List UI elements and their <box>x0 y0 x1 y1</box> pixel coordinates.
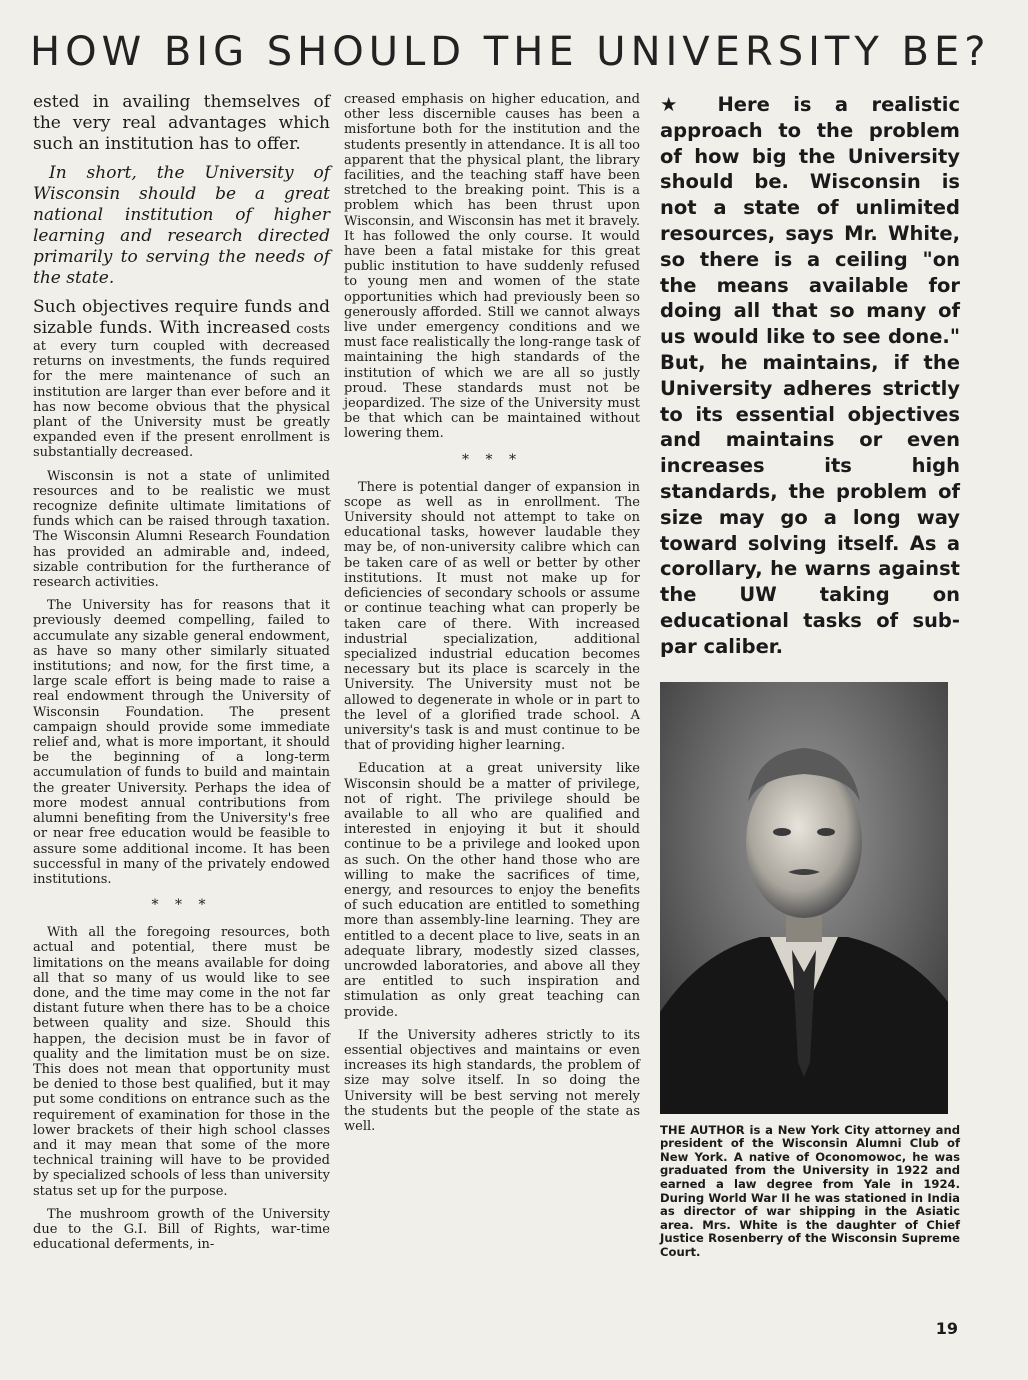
photo-caption <box>660 1124 960 1260</box>
paragraph: There is potential danger of expansion in scope as well as in enrollment. The University should not attempt to take on educational tasks, however laudable they may be, of non-university calibre which can be taken care of as well or better by other institutions. It must not make up for deficiencies of secondary schools or assume or continue teaching what can properly be taken care of there. With increased industrial specialization, additional specialized industrial education becomes necessary but its place is scarcely in the University. The University must not be allowed to degenerate in whole or in part to the level of a glorified trade school. A university's task is and must continue to be that of providing higher learning. <box>344 479 640 754</box>
paragraph: The mushroom growth of the University due to the G.I. Bill of Rights, war-time educational deferments, in- <box>33 1206 330 1253</box>
paragraph: If the University adheres strictly to its essential objectives and maintains or even increases its high standards, the problem of size may solve itself. In so doing the University will be best serving not merely the students but the people of the state as well. <box>344 1027 640 1134</box>
paragraph: Wisconsin is not a state of unlimited resources and to be realistic we must recognize definite ultimate limitations of funds which can be raised through taxation. The Wisconsin Alumni Research Foundation has provided an admirable and, indeed, sizable contribution for the furtherance of research activities. <box>33 468 330 591</box>
caption-text: is a New York City attorney and president of the Wisconsin Alumni Club of New York. A native of Oconomowoc, he was graduated from the University in 1922 and earned a law degree from Yale in 1924. During World War II he was stationed in India as director of war shipping in the Asiatic area. Mrs. White is the daughter of Chief Justice Rosenberry of the Wisconsin Supreme Court. <box>660 1122 960 1259</box>
column-left <box>33 92 330 1260</box>
page-title: HOW BIG SHOULD THE UNIVERSITY BE? <box>30 29 991 75</box>
thesis-paragraph: In short, the University of Wisconsin should be a great national institution of higher learning and research directed primarily to serving the needs of the state. <box>33 163 330 288</box>
paragraph: Education at a great university like Wisconsin should be a matter of privilege, not of right. The privilege should be available to all who are qualified and interested in enjoying it but it should continue to be a privilege and looked upon as such. On the other hand those who are willing to make the sacrifices of time, energy, and resources to enjoy the benefits of such education are entitled to something more than assembly-line learning. They are entitled to a decent place to live, seats in an adequate library, modestly sized classes, uncrowded laboratories, and above all they are entitled to such inspiration and stimulation as only great teaching can provide. <box>344 761 640 1020</box>
paragraph: ested in availing themselves of the very real advantages which such an institution has to offer. <box>33 92 330 154</box>
paragraph: costs at every turn coupled with decreased returns on investments, the funds required for the mere maintenance of such an institution are larger than ever before and it has now become obvious that the physical plant of the University must be greatly expanded even if the present enrollment is substantially decreased. <box>33 322 330 461</box>
column-middle <box>344 92 640 1142</box>
paragraph: creased emphasis on higher education, and other less discernible causes has been a misfortune both for the institution and the students presently in attendance. It is all too apparent that the physical plant, the library facilities, and the teaching staff have been stretched to the breaking point. This is a problem which has been thrust upon Wisconsin, and Wisconsin has met it bravely. It has followed the only course. It would have been a fatal mistake for this great public institution to have suddenly refused to young men and women of the state opportunities which had previously been so generously afforded. Still we cannot always live under emergency conditions and we must face realistically the long-range task of maintaining the high standards of the institution of which we are all so justly proud. These standards must not be jeopardized. The size of the University must be that which can be maintained without lowering them. <box>344 92 640 442</box>
caption-lead: THE AUTHOR <box>660 1122 745 1137</box>
page-number: 19 <box>935 1319 958 1338</box>
paragraph: The University has for reasons that it previously deemed compelling, failed to accumulate any sizable general endowment, as have so many other similarly situated institutions; and now, for the first time, a large scale effort is being made to raise a real endowment through the University of Wisconsin Foundation. The present campaign should provide some immediate relief and, what is more important, it should be the beginning of a long-term accumulation of funds to build and maintain the greater University. Perhaps the idea of more modest annual contributions from alumni benefiting from the University's free or near free education would be feasible to assure some additional income. It has been successful in many of the privately endowed institutions. <box>33 598 330 887</box>
author-portrait-image <box>660 682 948 1114</box>
section-divider: * * * <box>151 897 212 914</box>
section-divider: * * * <box>462 451 522 468</box>
editor-callout: ★ Here is a realistic approach to the problem of how big the University should be. Wisconsin is not a state of unlimited resources, says Mr. White, so there is a ceiling "on the means available for doing all that so many of us would like to see done." But, he maintains, if the University adheres strictly to its essential objectives and maintains or even increases its high standards, the problem of size may go a long way toward solving itself. As a corollary, he warns against the UW taking on educational tasks of sub-par caliber. <box>660 93 960 658</box>
author-photo <box>660 682 948 1114</box>
paragraph-lead: Such objectives require funds and sizable funds. With increased <box>33 297 330 338</box>
paragraph: With all the foregoing resources, both actual and potential, there must be limitations on the means available for doing all that so many of us would like to see done, and the time may come in the not far distant future when there has to be a choice between quality and size. Should this happen, the decision must be in favor of quality and the limitation must be on size. This does not mean that opportunity must be denied to those best qualified, but it may put some conditions on entrance such as the requirement of examination for those in the lower brackets of their high school classes and it may mean that some of the more technical training will have to be provided by specialized schools of less than university status set up for the purpose. <box>33 925 330 1199</box>
column-right <box>660 92 960 1259</box>
